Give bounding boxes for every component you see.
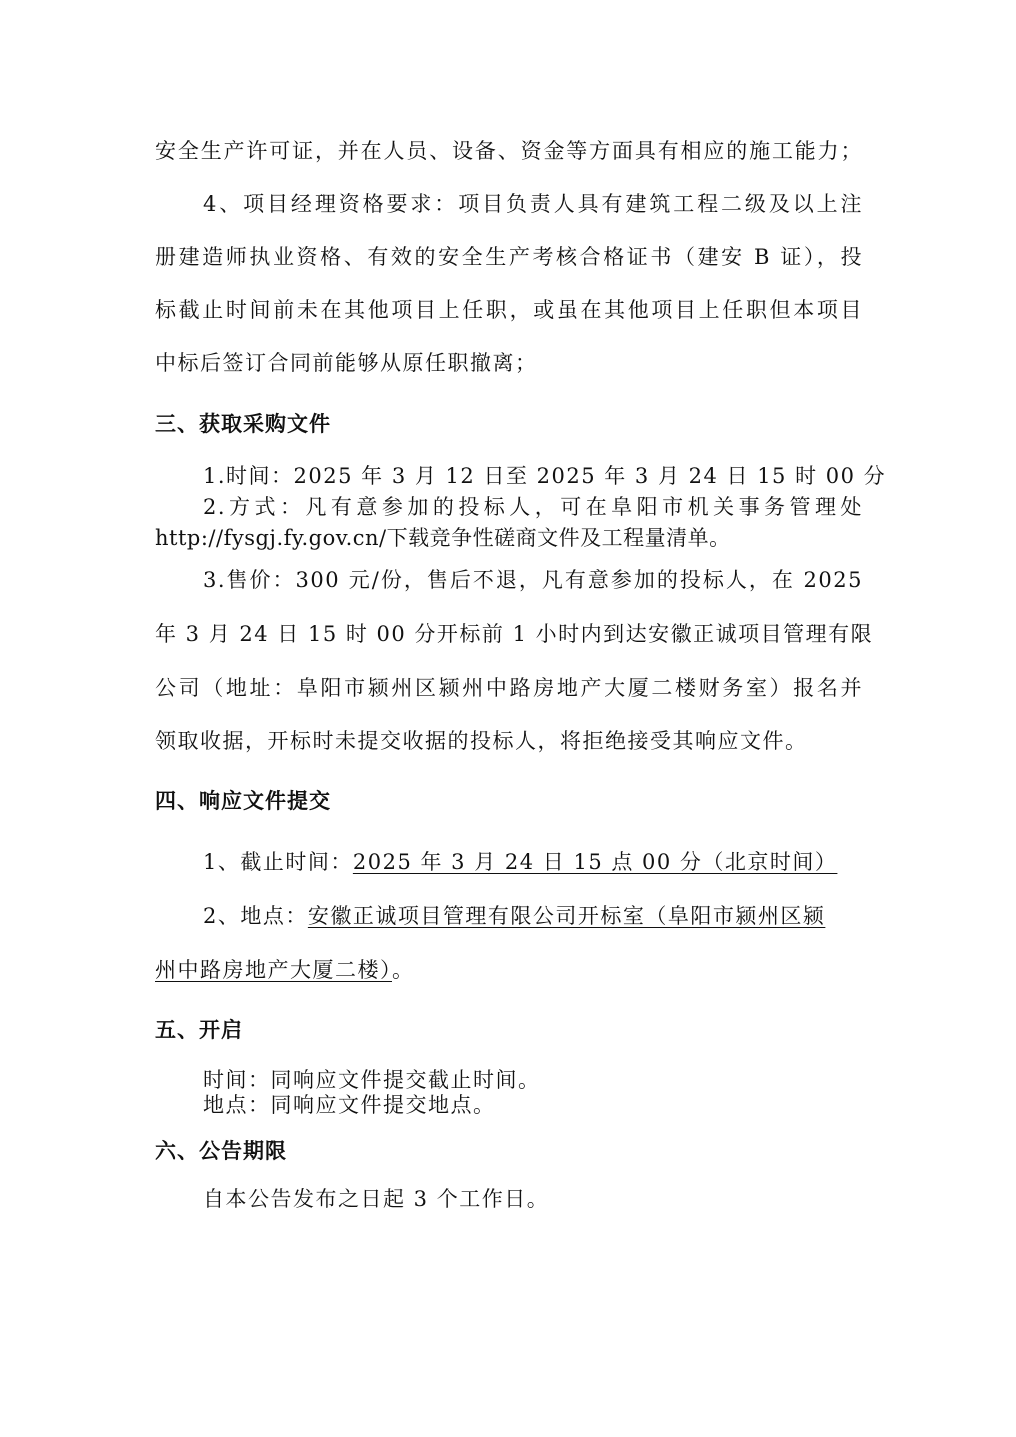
paragraph-line: 安全生产许可证，并在人员、设备、资金等方面具有相应的施工能力； bbox=[155, 139, 863, 163]
section-heading: 五、开启 bbox=[155, 1018, 243, 1042]
deadline-label: 1、截止时间： bbox=[203, 850, 353, 874]
section-heading: 四、响应文件提交 bbox=[155, 789, 331, 813]
location-value: 州中路房地产大厦二楼） bbox=[155, 958, 392, 982]
location-end: 。 bbox=[392, 958, 415, 982]
location-label: 2、地点： bbox=[203, 904, 308, 928]
paragraph-line: 地点：同响应文件提交地点。 bbox=[203, 1093, 496, 1117]
location-value: 安徽正诚项目管理有限公司开标室（阜阳市颍州区颍 bbox=[307, 904, 826, 928]
paragraph-line bbox=[203, 848, 863, 876]
paragraph-line: 时间：同响应文件提交截止时间。 bbox=[203, 1068, 541, 1092]
section-heading: 六、公告期限 bbox=[155, 1139, 287, 1163]
section-heading: 三、获取采购文件 bbox=[155, 412, 331, 436]
paragraph-line: 公司（地址：阜阳市颍州区颍州中路房地产大厦二楼财务室）报名并 bbox=[155, 676, 863, 700]
deadline-value: 2025 年 3 月 24 日 15 点 00 分（北京时间） bbox=[352, 850, 838, 874]
paragraph-line: 标截止时间前未在其他项目上任职，或虽在其他项目上任职但本项目 bbox=[155, 298, 863, 322]
paragraph-line: 领取收据，开标时未提交收据的投标人，将拒绝接受其响应文件。 bbox=[155, 729, 808, 753]
paragraph-line: 2.方式：凡有意参加的投标人，可在阜阳市机关事务管理处 bbox=[203, 495, 863, 519]
paragraph-line: 4、项目经理资格要求：项目负责人具有建筑工程二级及以上注 bbox=[203, 192, 863, 216]
paragraph-line: http://fysgj.fy.gov.cn/下载竞争性磋商文件及工程量清单。 bbox=[155, 526, 731, 550]
paragraph-line: 册建造师执业资格、有效的安全生产考核合格证书（建安 B 证），投 bbox=[155, 245, 863, 269]
paragraph-line: 3.售价：300 元/份，售后不退，凡有意参加的投标人，在 2025 bbox=[203, 568, 863, 592]
paragraph-line: 年 3 月 24 日 15 时 00 分开标前 1 小时内到达安徽正诚项目管理有限 bbox=[155, 622, 874, 646]
paragraph-line bbox=[155, 956, 863, 984]
paragraph-line bbox=[203, 902, 863, 930]
paragraph-line: 1.时间：2025 年 3 月 12 日至 2025 年 3 月 24 日 15 时 00 分 bbox=[203, 464, 887, 488]
paragraph-line: 自本公告发布之日起 3 个工作日。 bbox=[203, 1187, 550, 1211]
paragraph-line: 中标后签订合同前能够从原任职撤离； bbox=[155, 351, 538, 375]
